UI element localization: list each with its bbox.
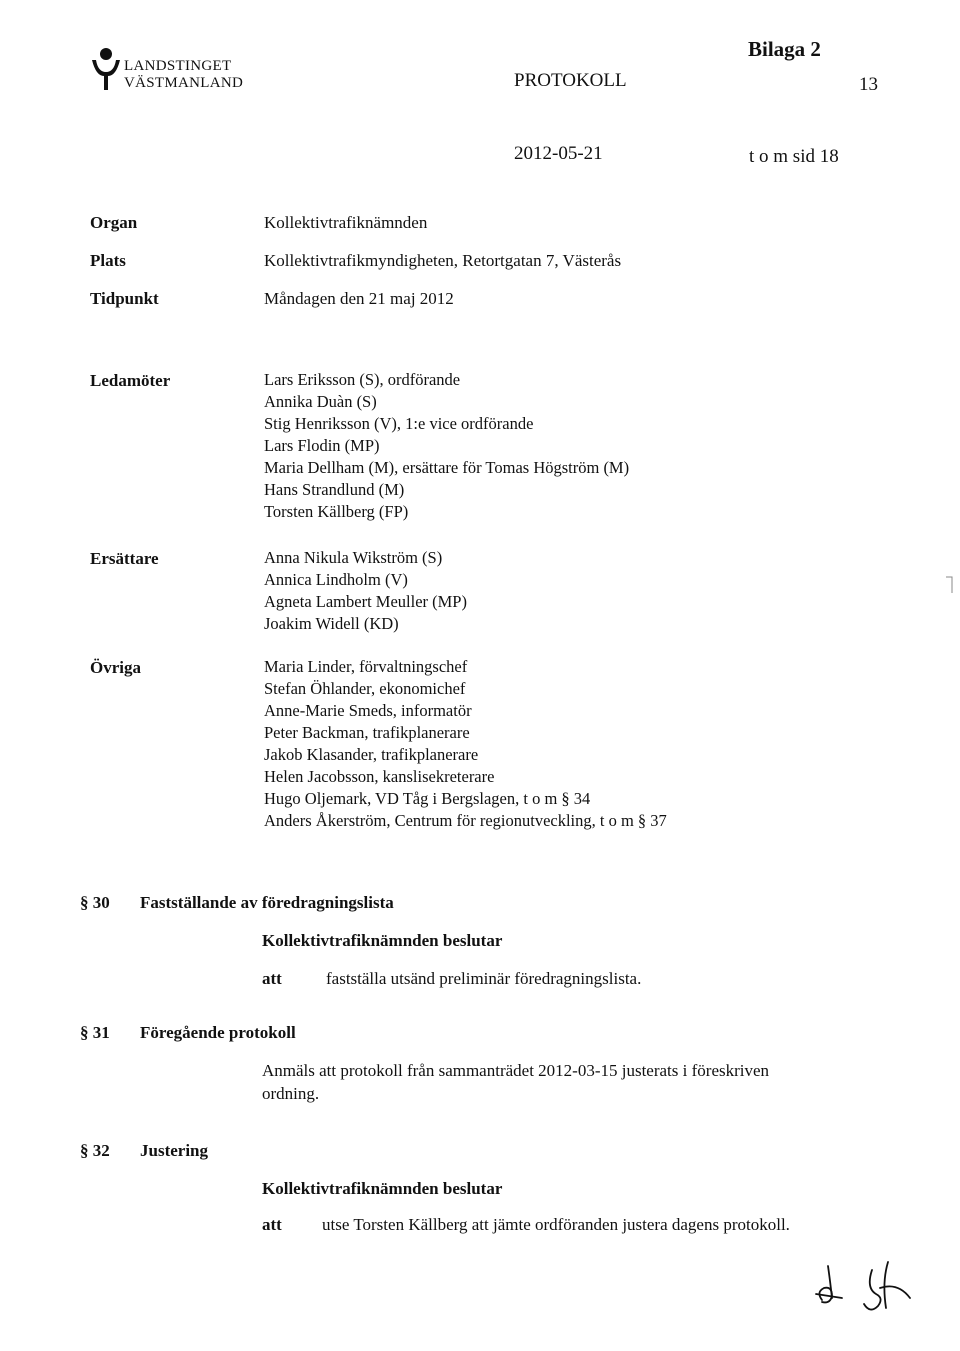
protocol-date: 2012-05-21 (514, 143, 603, 164)
list-item: Annika Duàn (S) (264, 392, 377, 411)
landstinget-logo-icon (90, 46, 122, 92)
section-30-decision-heading: Kollektivtrafiknämnden beslutar (262, 931, 503, 950)
handwritten-initials-icon (810, 1258, 920, 1320)
plats-value: Kollektivtrafikmyndigheten, Retortgatan 7, Västerås (264, 251, 622, 270)
landstinget-logo (90, 44, 250, 94)
bilaga-label: Bilaga 2 (748, 37, 821, 61)
list-item: Maria Linder, förvaltningschef (264, 657, 468, 676)
plats-label: Plats (90, 251, 126, 270)
list-item: Lars Eriksson (S), ordförande (264, 370, 461, 389)
list-item: Annica Lindholm (V) (264, 570, 408, 589)
doc-type: PROTOKOLL (514, 70, 627, 91)
list-item: Torsten Källberg (FP) (264, 502, 409, 521)
section-32-title: Justering (140, 1141, 208, 1160)
logo-line-1: LANDSTINGET (124, 58, 232, 74)
section-30-att-text: fastställa utsänd preliminär föredragningslista. (326, 969, 642, 988)
ovriga-label: Övriga (90, 658, 141, 677)
list-item: Stig Henriksson (V), 1:e vice ordförande (264, 414, 534, 433)
ovriga-list (264, 656, 667, 832)
list-item: Joakim Widell (KD) (264, 614, 399, 633)
list-item: Lars Flodin (MP) (264, 436, 380, 455)
list-item: Hugo Oljemark, VD Tåg i Bergslagen, t o m § 34 (264, 789, 591, 808)
list-item: Helen Jacobsson, kanslisekreterare (264, 767, 495, 786)
section-31-number: § 31 (80, 1023, 110, 1042)
section-30-title: Fastställande av föredragningslista (140, 893, 394, 912)
scan-edge-mark (944, 575, 954, 595)
section-32-att-text: utse Torsten Källberg att jämte ordföranden justera dagens protokoll. (322, 1215, 790, 1234)
section-32-decision-heading: Kollektivtrafiknämnden beslutar (262, 1179, 503, 1198)
list-item: Anne-Marie Smeds, informatör (264, 701, 472, 720)
page-number: 13 (859, 74, 878, 95)
organ-label: Organ (90, 213, 138, 232)
list-item: Jakob Klasander, trafikplanerare (264, 745, 479, 764)
page-range: t o m sid 18 (749, 146, 839, 167)
section-32-att-label: att (262, 1215, 282, 1234)
section-30-number: § 30 (80, 893, 110, 912)
list-item: Peter Backman, trafikplanerare (264, 723, 470, 742)
section-31-title: Föregående protokoll (140, 1023, 296, 1042)
ledamoter-label: Ledamöter (90, 371, 171, 390)
list-item: Agneta Lambert Meuller (MP) (264, 592, 467, 611)
ersattare-label: Ersättare (90, 549, 159, 568)
ersattare-list (264, 547, 467, 635)
list-item: Hans Strandlund (M) (264, 480, 405, 499)
list-item: Maria Dellham (M), ersättare för Tomas Högström (M) (264, 458, 630, 477)
ledamoter-list (264, 369, 629, 523)
list-item: Anna Nikula Wikström (S) (264, 548, 443, 567)
section-31-text-line1: Anmäls att protokoll från sammanträdet 2012-03-15 justerats i föreskriven (262, 1061, 770, 1080)
logo-line-2: VÄSTMANLAND (124, 75, 244, 91)
section-32-number: § 32 (80, 1141, 110, 1160)
section-30-att-label: att (262, 969, 282, 988)
tidpunkt-value: Måndagen den 21 maj 2012 (264, 289, 454, 308)
list-item: Anders Åkerström, Centrum för regionutveckling, t o m § 37 (264, 811, 667, 830)
organ-value: Kollektivtrafiknämnden (264, 213, 428, 232)
section-31-text-line2: ordning. (262, 1084, 320, 1103)
tidpunkt-label: Tidpunkt (90, 289, 159, 308)
list-item: Stefan Öhlander, ekonomichef (264, 679, 466, 698)
